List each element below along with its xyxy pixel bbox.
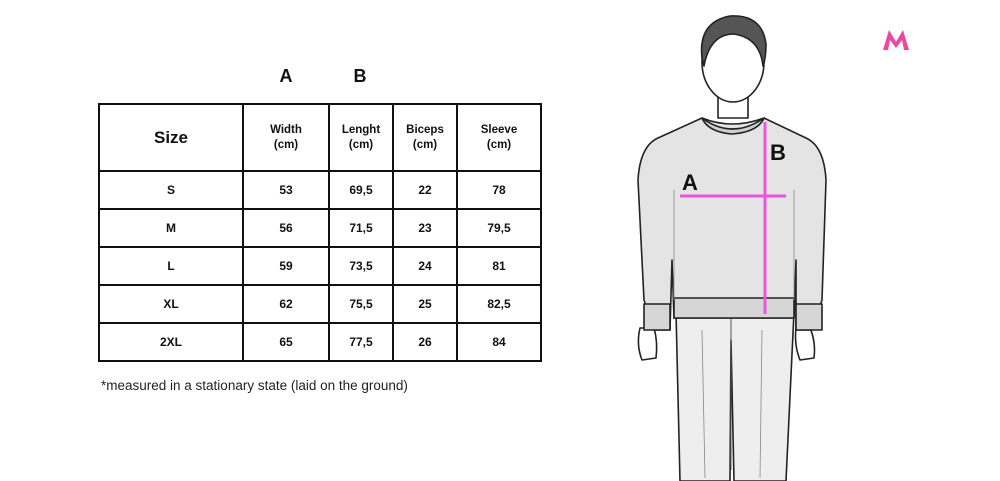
header-width — [243, 104, 329, 171]
cell-width: 59 — [243, 247, 329, 285]
cell-length: 73,5 — [329, 247, 393, 285]
pants-shape — [676, 312, 794, 481]
cell-biceps: 25 — [393, 285, 457, 323]
sweater-figure-illustration — [610, 0, 850, 481]
cell-size: S — [99, 171, 243, 209]
cell-sleeve: 79,5 — [457, 209, 541, 247]
header-biceps — [393, 104, 457, 171]
header-length-label: Lenght — [341, 123, 381, 136]
cell-size: M — [99, 209, 243, 247]
cell-width: 56 — [243, 209, 329, 247]
cell-sleeve: 84 — [457, 323, 541, 361]
cell-length: 71,5 — [329, 209, 393, 247]
header-sleeve-label: Sleeve — [480, 123, 518, 136]
header-biceps-label: Biceps — [406, 123, 444, 136]
header-sleeve — [457, 104, 541, 171]
table-row — [99, 285, 541, 323]
table-row — [99, 171, 541, 209]
cell-sleeve: 82,5 — [457, 285, 541, 323]
table-row — [99, 247, 541, 285]
size-table — [98, 103, 542, 362]
table-row — [99, 209, 541, 247]
header-width-label: Width — [270, 123, 302, 136]
header-length — [329, 104, 393, 171]
measurement-note: *measured in a stationary state (laid on the ground) — [101, 378, 408, 393]
left-hand-shape — [638, 328, 656, 360]
cell-sleeve: 78 — [457, 171, 541, 209]
cell-biceps: 26 — [393, 323, 457, 361]
hem-shape — [674, 298, 794, 318]
cell-size: XL — [99, 285, 243, 323]
header-width-unit: (cm) — [273, 138, 299, 151]
column-letter-a: A — [279, 66, 293, 86]
brand-logo-icon — [880, 28, 912, 52]
cell-width: 65 — [243, 323, 329, 361]
cell-width: 53 — [243, 171, 329, 209]
column-letter-b: B — [353, 66, 367, 86]
measure-label-a: A — [682, 170, 698, 195]
header-biceps-unit: (cm) — [412, 138, 438, 151]
cell-length: 69,5 — [329, 171, 393, 209]
table-row — [99, 323, 541, 361]
cell-biceps: 24 — [393, 247, 457, 285]
cell-width: 62 — [243, 285, 329, 323]
cell-size: L — [99, 247, 243, 285]
cell-length: 75,5 — [329, 285, 393, 323]
right-hand-shape — [796, 328, 815, 360]
table-header-row — [99, 104, 541, 171]
header-length-unit: (cm) — [348, 138, 374, 151]
cell-size: 2XL — [99, 323, 243, 361]
header-size: Size — [99, 104, 243, 171]
left-cuff-shape — [644, 304, 670, 330]
cell-biceps: 22 — [393, 171, 457, 209]
cell-biceps: 23 — [393, 209, 457, 247]
measure-label-b: B — [770, 140, 786, 165]
cell-length: 77,5 — [329, 323, 393, 361]
right-cuff-shape — [796, 304, 822, 330]
header-sleeve-unit: (cm) — [486, 138, 512, 151]
cell-sleeve: 81 — [457, 247, 541, 285]
